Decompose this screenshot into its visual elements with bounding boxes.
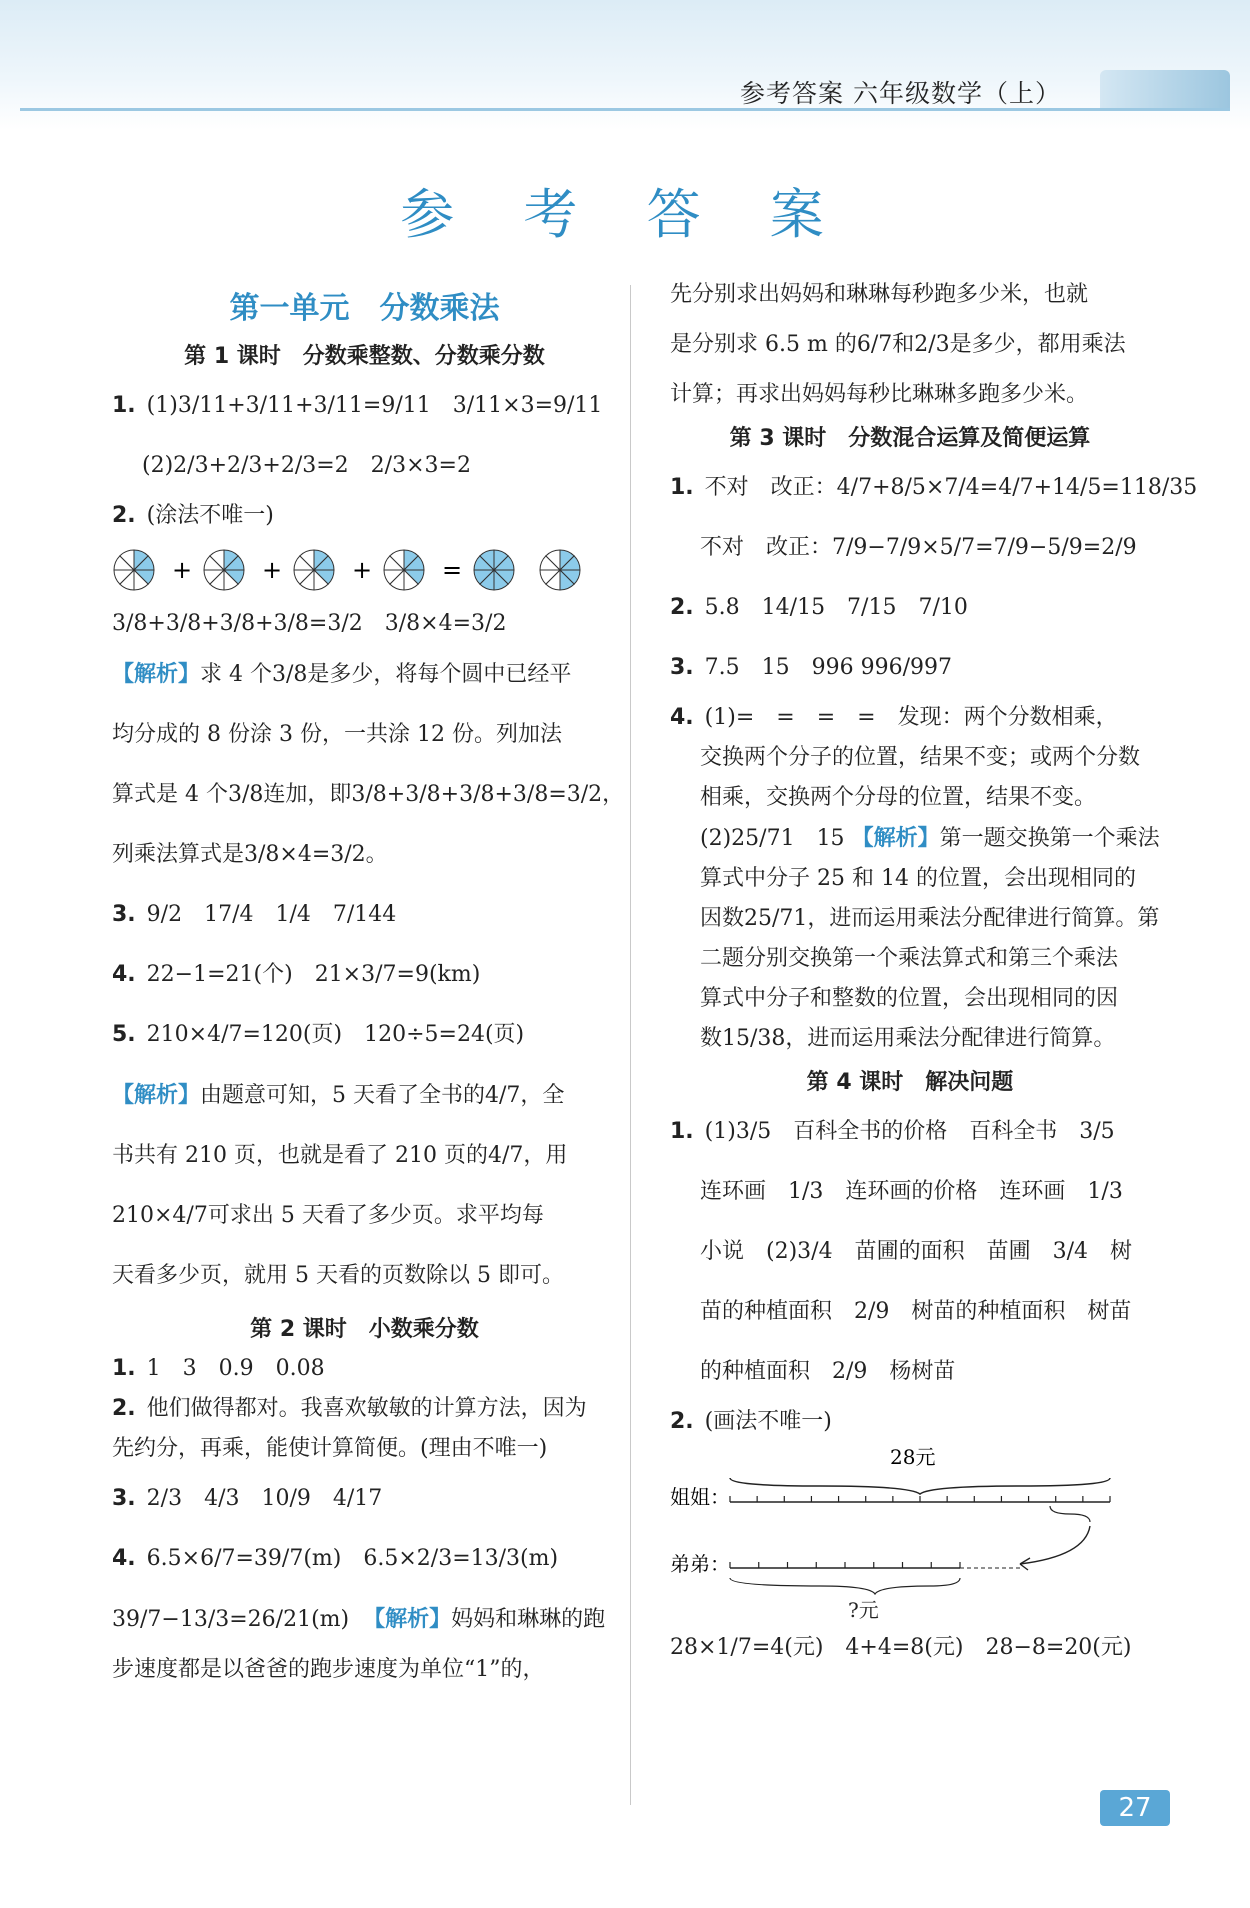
- l3-q4g: 因数25/71，进而运用乘法分配律进行简算。第: [700, 906, 1160, 931]
- answer-text: (2)25/71 15: [700, 826, 845, 851]
- answer-text: 210×4/7=120(页) 120÷5=24(页): [146, 1022, 525, 1047]
- answer-text: 1 3 0.9 0.08: [146, 1356, 325, 1381]
- running-header: 参考答案 六年级数学（上）: [740, 79, 1061, 108]
- right-column: [670, 275, 1198, 1660]
- page-number: 27: [1100, 1790, 1170, 1826]
- l1-q5: [112, 1005, 617, 1065]
- question-number: 2.: [112, 503, 136, 528]
- l4-q1e: 的种植面积 2/9 杨树苗: [700, 1359, 956, 1384]
- answer-text: 不对 改正：4/7+8/5×7/4=4/7+14/5=118/35: [704, 475, 1198, 500]
- answer-text: 他们做得都对。我喜欢敏敏的计算方法，因为: [146, 1396, 587, 1421]
- l1-q4: [112, 945, 617, 1005]
- answer-text: (1)= = = = 发现：两个分数相乘，: [704, 705, 1118, 730]
- sister-bar: [730, 1496, 1110, 1502]
- small-brace: [1050, 1506, 1090, 1522]
- answer-text: 6.5×6/7=39/7(m) 6.5×2/3=13/3(m): [146, 1546, 559, 1571]
- answer-text: 9/2 17/4 1/4 7/144: [146, 902, 397, 927]
- l1-q2-analysis-d: 列乘法算式是3/8×4=3/2。: [112, 842, 388, 867]
- segment-diagram: [670, 1446, 1132, 1660]
- answer-text: (画法不唯一): [704, 1409, 832, 1434]
- question-number: 2.: [112, 1396, 136, 1421]
- answer-text: 7.5 15 996 996/997: [704, 655, 953, 680]
- answer-text: 39/7−13/3=26/21(m): [112, 1607, 350, 1632]
- answer-text: 22−1=21(个) 21×3/7=9(km): [146, 962, 481, 987]
- l3-q2: [670, 578, 1150, 638]
- l1-q2-analysis-b: 均分成的 8 份涂 3 份，一共涂 12 份。列加法: [112, 722, 562, 747]
- l3-q1a: [670, 458, 1198, 518]
- lesson-1-title: 第 1 课时 分数乘整数、分数乘分数: [184, 344, 545, 369]
- question-number: 3.: [112, 902, 136, 927]
- lesson-4-title: 第 4 课时 解决问题: [806, 1070, 1014, 1095]
- question-number: 5.: [112, 1022, 136, 1047]
- l1-q2-equation: 3/8+3/8+3/8+3/8=3/2 3/8×4=3/2: [112, 611, 507, 636]
- plus-sign: +: [352, 556, 373, 584]
- plus-sign: +: [262, 556, 283, 584]
- l1-q5-analysis-d: 天看多少页，就用 5 天看的页数除以 5 即可。: [112, 1263, 564, 1288]
- answer-text: (涂法不唯一): [146, 503, 274, 528]
- question-number: 3.: [670, 655, 694, 680]
- l1-q1-line2: (2)2/3+2/3+2/3=2 2/3×3=2: [142, 453, 471, 478]
- l3-q4j: 数15/38，进而运用乘法分配律进行简算。: [700, 1026, 1116, 1051]
- l3-q4d: [670, 818, 1160, 859]
- analysis-text: 由题意可知，5 天看了全书的4/7，全: [200, 1083, 565, 1108]
- l3-q4a: [670, 698, 1150, 738]
- r-cont-1: 先分别求出妈妈和琳琳每秒跑多少米，也就: [670, 282, 1089, 307]
- question-number: 1.: [670, 475, 694, 500]
- question-number: 1.: [112, 1356, 136, 1381]
- sister-label: 姐姐：: [670, 1485, 730, 1509]
- analysis-text: 求 4 个3/8是多少，将每个圆中已经平: [200, 662, 572, 687]
- l1-q2-head: [112, 496, 617, 536]
- question-number: 2.: [670, 595, 694, 620]
- analysis-tag: 【解析】: [112, 661, 201, 687]
- l3-q1b: 不对 改正：7/9−7/9×5/7=7/9−5/9=2/9: [700, 535, 1137, 560]
- l3-q4f: 算式中分子 25 和 14 的位置，会出现相同的: [700, 866, 1136, 891]
- l3-q4c: 相乘，交换两个分母的位置，结果不变。: [700, 785, 1097, 810]
- question-number: 2.: [670, 1409, 694, 1434]
- l1-q2-analysis-a: [112, 644, 617, 705]
- l4-q2-answer: 28×1/7=4(元) 4+4=8(元) 28−8=20(元): [670, 1635, 1132, 1660]
- l2-q1: [112, 1349, 617, 1389]
- l2-q2a: [112, 1389, 617, 1429]
- l4-q1a: [670, 1102, 1150, 1162]
- brother-label: 弟弟：: [670, 1552, 730, 1576]
- r-cont-3: 计算；再求出妈妈每秒比琳琳多跑多少米。: [670, 382, 1089, 407]
- analysis-tag: 【解析】: [363, 1606, 452, 1632]
- l4-q1c: 小说 (2)3/4 苗圃的面积 苗圃 3/4 树: [700, 1239, 1132, 1264]
- l1-q5-analysis-c: 210×4/7可求出 5 天看了多少页。求平均每: [112, 1203, 544, 1228]
- lesson-3-title: 第 3 课时 分数混合运算及简便运算: [729, 426, 1091, 451]
- l3-q3: [670, 638, 1150, 698]
- unknown-amount-label: ?元: [848, 1598, 879, 1622]
- l4-q1b: 连环画 1/3 连环画的价格 连环画 1/3: [700, 1179, 1123, 1204]
- answer-text: (1)3/5 百科全书的价格 百科全书 3/5: [704, 1119, 1115, 1144]
- l2-q4b: [112, 1589, 617, 1650]
- l2-q2b: 先约分，再乘，能使计算简便。(理由不唯一): [112, 1436, 548, 1461]
- analysis-text: 第一题交换第一个乘法: [939, 826, 1160, 851]
- l4-q2: [670, 1402, 1150, 1442]
- page-title: 参 考 答 案: [400, 183, 850, 246]
- l2-q4: [112, 1529, 617, 1589]
- plus-sign: +: [172, 556, 193, 584]
- answer-text: 5.8 14/15 7/15 7/10: [704, 595, 968, 620]
- diagram-total-label: 28元: [890, 1446, 936, 1469]
- arrow-curve: [1020, 1526, 1090, 1564]
- top-brace: [730, 1478, 1110, 1494]
- shaded-circles: [112, 546, 582, 594]
- question-number: 4.: [112, 962, 136, 987]
- analysis-tag: 【解析】: [851, 825, 940, 851]
- bottom-brace: [730, 1578, 960, 1594]
- l4-q1d: 苗的种植面积 2/9 树苗的种植面积 树苗: [700, 1299, 1132, 1324]
- l1-q1-line1: [112, 376, 617, 436]
- analysis-text: 妈妈和琳琳的跑: [451, 1607, 606, 1632]
- l3-q4b: 交换两个分子的位置，结果不变；或两个分数: [700, 745, 1141, 770]
- segment-diagram-svg: [670, 1446, 1130, 1596]
- r-cont-2: 是分别求 6.5 m 的6/7和2/3是多少，都用乘法: [670, 332, 1126, 357]
- lesson-2-title: 第 2 课时 小数乘分数: [250, 1317, 479, 1342]
- brother-bar: [730, 1562, 1020, 1568]
- l3-q4h: 二题分别交换第一个乘法算式和第三个乘法: [700, 946, 1119, 971]
- question-number: 4.: [112, 1546, 136, 1571]
- equals-sign: =: [442, 556, 463, 584]
- question-number: 3.: [112, 1486, 136, 1511]
- header-banner: [0, 0, 1250, 130]
- column-divider: [630, 285, 631, 1805]
- question-number: 4.: [670, 705, 694, 730]
- unit-title: 第一单元 分数乘法: [229, 291, 500, 326]
- question-number: 1.: [112, 393, 136, 418]
- question-number: 1.: [670, 1119, 694, 1144]
- l1-q5-analysis-a: [112, 1065, 617, 1126]
- answer-text: (1)3/11+3/11+3/11=9/11 3/11×3=9/11: [146, 393, 603, 418]
- l3-q4i: 算式中分子和整数的位置，会出现相同的因: [700, 986, 1119, 1011]
- l1-q2-analysis-c: 算式是 4 个3/8连加，即3/8+3/8+3/8+3/8=3/2，: [112, 782, 625, 807]
- l1-q5-analysis-b: 书共有 210 页，也就是看了 210 页的4/7，用: [112, 1143, 568, 1168]
- left-column: [112, 275, 625, 1690]
- answer-text: 2/3 4/3 10/9 4/17: [146, 1486, 383, 1511]
- l2-q3: [112, 1469, 617, 1529]
- l1-q3: [112, 885, 617, 945]
- header-decoration: [1100, 70, 1230, 108]
- analysis-tag: 【解析】: [112, 1082, 201, 1108]
- l2-q4d: 步速度都是以爸爸的跑步速度为单位“1”的，: [112, 1657, 545, 1682]
- circle-diagram: [112, 546, 617, 594]
